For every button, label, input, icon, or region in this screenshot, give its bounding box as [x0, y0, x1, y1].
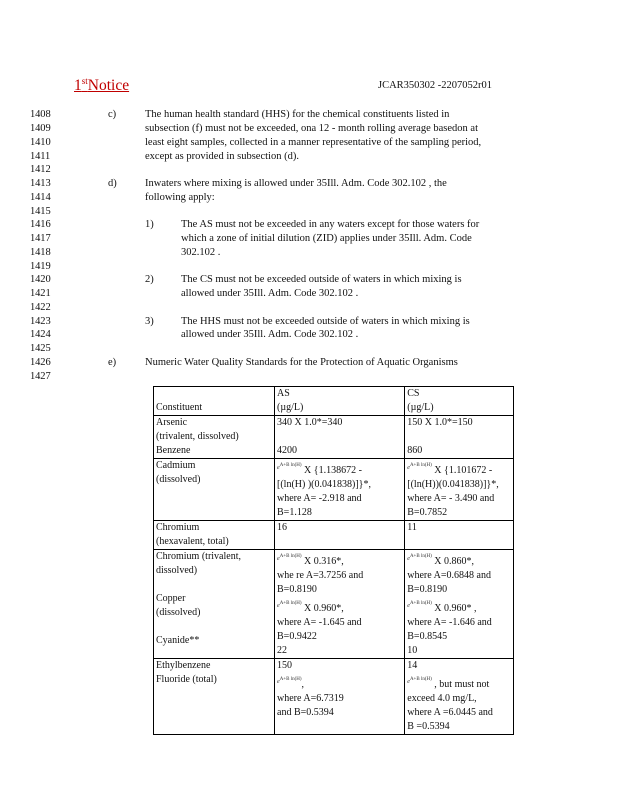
header-constituent: Constituent [154, 387, 275, 416]
line-number: 1416 [30, 219, 51, 230]
table-row: Ethylbenzene Fluoride (total) 150 $^{e^{A+B ln(H)}}$, where A=6.7319 and B=0.5394 14 $^{e^{A+B ln(H)}}$ , but must not exceed 4.0 mg/L, where A =6.0445 and B =0.5394 [154, 659, 514, 735]
line-number: 1417 [30, 233, 51, 244]
item-marker-e: e) [108, 357, 117, 368]
item-marker-c: c) [108, 109, 117, 120]
paragraph-c-line: The human health standard (HHS) for the chemical constituents listed in [145, 109, 450, 120]
line-number: 1411 [30, 151, 51, 162]
line-number: 1418 [30, 247, 51, 258]
line-number: 1413 [30, 178, 51, 189]
line-number: 1425 [30, 343, 51, 354]
subitem-2-line: The CS must not be exceeded outside of waters in which mixing is [181, 274, 462, 285]
subitem-marker-2: 2) [145, 274, 154, 285]
subitem-marker-1: 1) [145, 219, 154, 230]
line-number: 1409 [30, 123, 51, 134]
line-number: 1410 [30, 137, 51, 148]
line-number: 1415 [30, 206, 51, 217]
document-id: JCAR350302 -2207052r01 [378, 80, 493, 91]
line-number: 1414 [30, 192, 51, 203]
line-number: 1427 [30, 371, 51, 382]
line-number: 1421 [30, 288, 51, 299]
exponent-formula: eA+B ln(H) [407, 463, 432, 471]
header-as: AS (µg/L) [275, 387, 405, 416]
paragraph-c-line: except as provided in subsection (d). [145, 151, 299, 162]
line-number: 1423 [30, 316, 51, 327]
subitem-1-line: which a zone of initial dilution (ZID) applies under 35Ill. Adm. Code [181, 233, 472, 244]
exponent-formula: eA+B ln(H) [277, 463, 302, 471]
line-number: 1419 [30, 261, 51, 272]
line-number: 1408 [30, 109, 51, 120]
notice-title: 1stNotice [74, 76, 130, 95]
subitem-1-line: 302.102 . [181, 247, 221, 258]
line-number: 1422 [30, 302, 51, 313]
line-number: 1424 [30, 329, 51, 340]
subitem-marker-3: 3) [145, 316, 154, 327]
line-number: 1426 [30, 357, 51, 368]
line-number: 1420 [30, 274, 51, 285]
table-row: Cadmium (dissolved) $^{e^{A+B ln(H)}}$ X {1.138672 - [(ln(H) )(0.041838)]}*, where A= -2.918 and B=1.128 $^{e^{A+B ln(H)}}$ X {1.101672 - [(ln(H))(0.041838)]}*, where A= - 3.490 and B=0.7852 [154, 459, 514, 521]
subitem-2-line: allowed under 35Ill. Adm. Code 302.102 . [181, 288, 359, 299]
paragraph-d-line: Inwaters where mixing is allowed under 35Ill. Adm. Code 302.102 , the [145, 178, 447, 189]
table-header-row [154, 387, 514, 416]
line-number: 1412 [30, 164, 51, 175]
paragraph-c-line: subsection (f) must not be exceeded, ona 12 - month rolling average basedon at [145, 123, 478, 134]
table-row: Chromium (trivalent, dissolved) Copper (dissolved) Cyanide** $^{e^{A+B ln(H)}}$ X 0.316*, whe re A=3.7256 and B=0.8190 $^{e^{A+B ln(H)}}$ X 0.960*, where A= -1.645 and B=0.9422 22 $^{e^{A+B ln(H)}}$ X 0.860*, where A=0.6848 and B=0.8190 $^{e^{A+B ln(H)}}$ X 0.960* , where A= -1.646 and B=0.8545 10 [154, 550, 514, 659]
header-cs: CS (µg/L) [405, 387, 514, 416]
subitem-1-line: The AS must not be exceeded in any waters except for those waters for [181, 219, 480, 230]
table-row: Chromium (hexavalent, total) 16 11 [154, 521, 514, 550]
paragraph-c-line: least eight samples, collected in a manner representative of the sampling period, [145, 137, 482, 148]
subitem-3-line: The HHS must not be exceeded outside of waters in which mixing is [181, 316, 470, 327]
table-row: Arsenic (trivalent, dissolved) Benzene 340 X 1.0*=340 4200 150 X 1.0*=150 860 [154, 416, 514, 459]
standards-table [153, 386, 514, 735]
item-marker-d: d) [108, 178, 117, 189]
paragraph-e-line: Numeric Water Quality Standards for the Protection of Aquatic Organisms [145, 357, 458, 368]
paragraph-d-line: following apply: [145, 192, 215, 203]
subitem-3-line: allowed under 35Ill. Adm. Code 302.102 . [181, 329, 359, 340]
